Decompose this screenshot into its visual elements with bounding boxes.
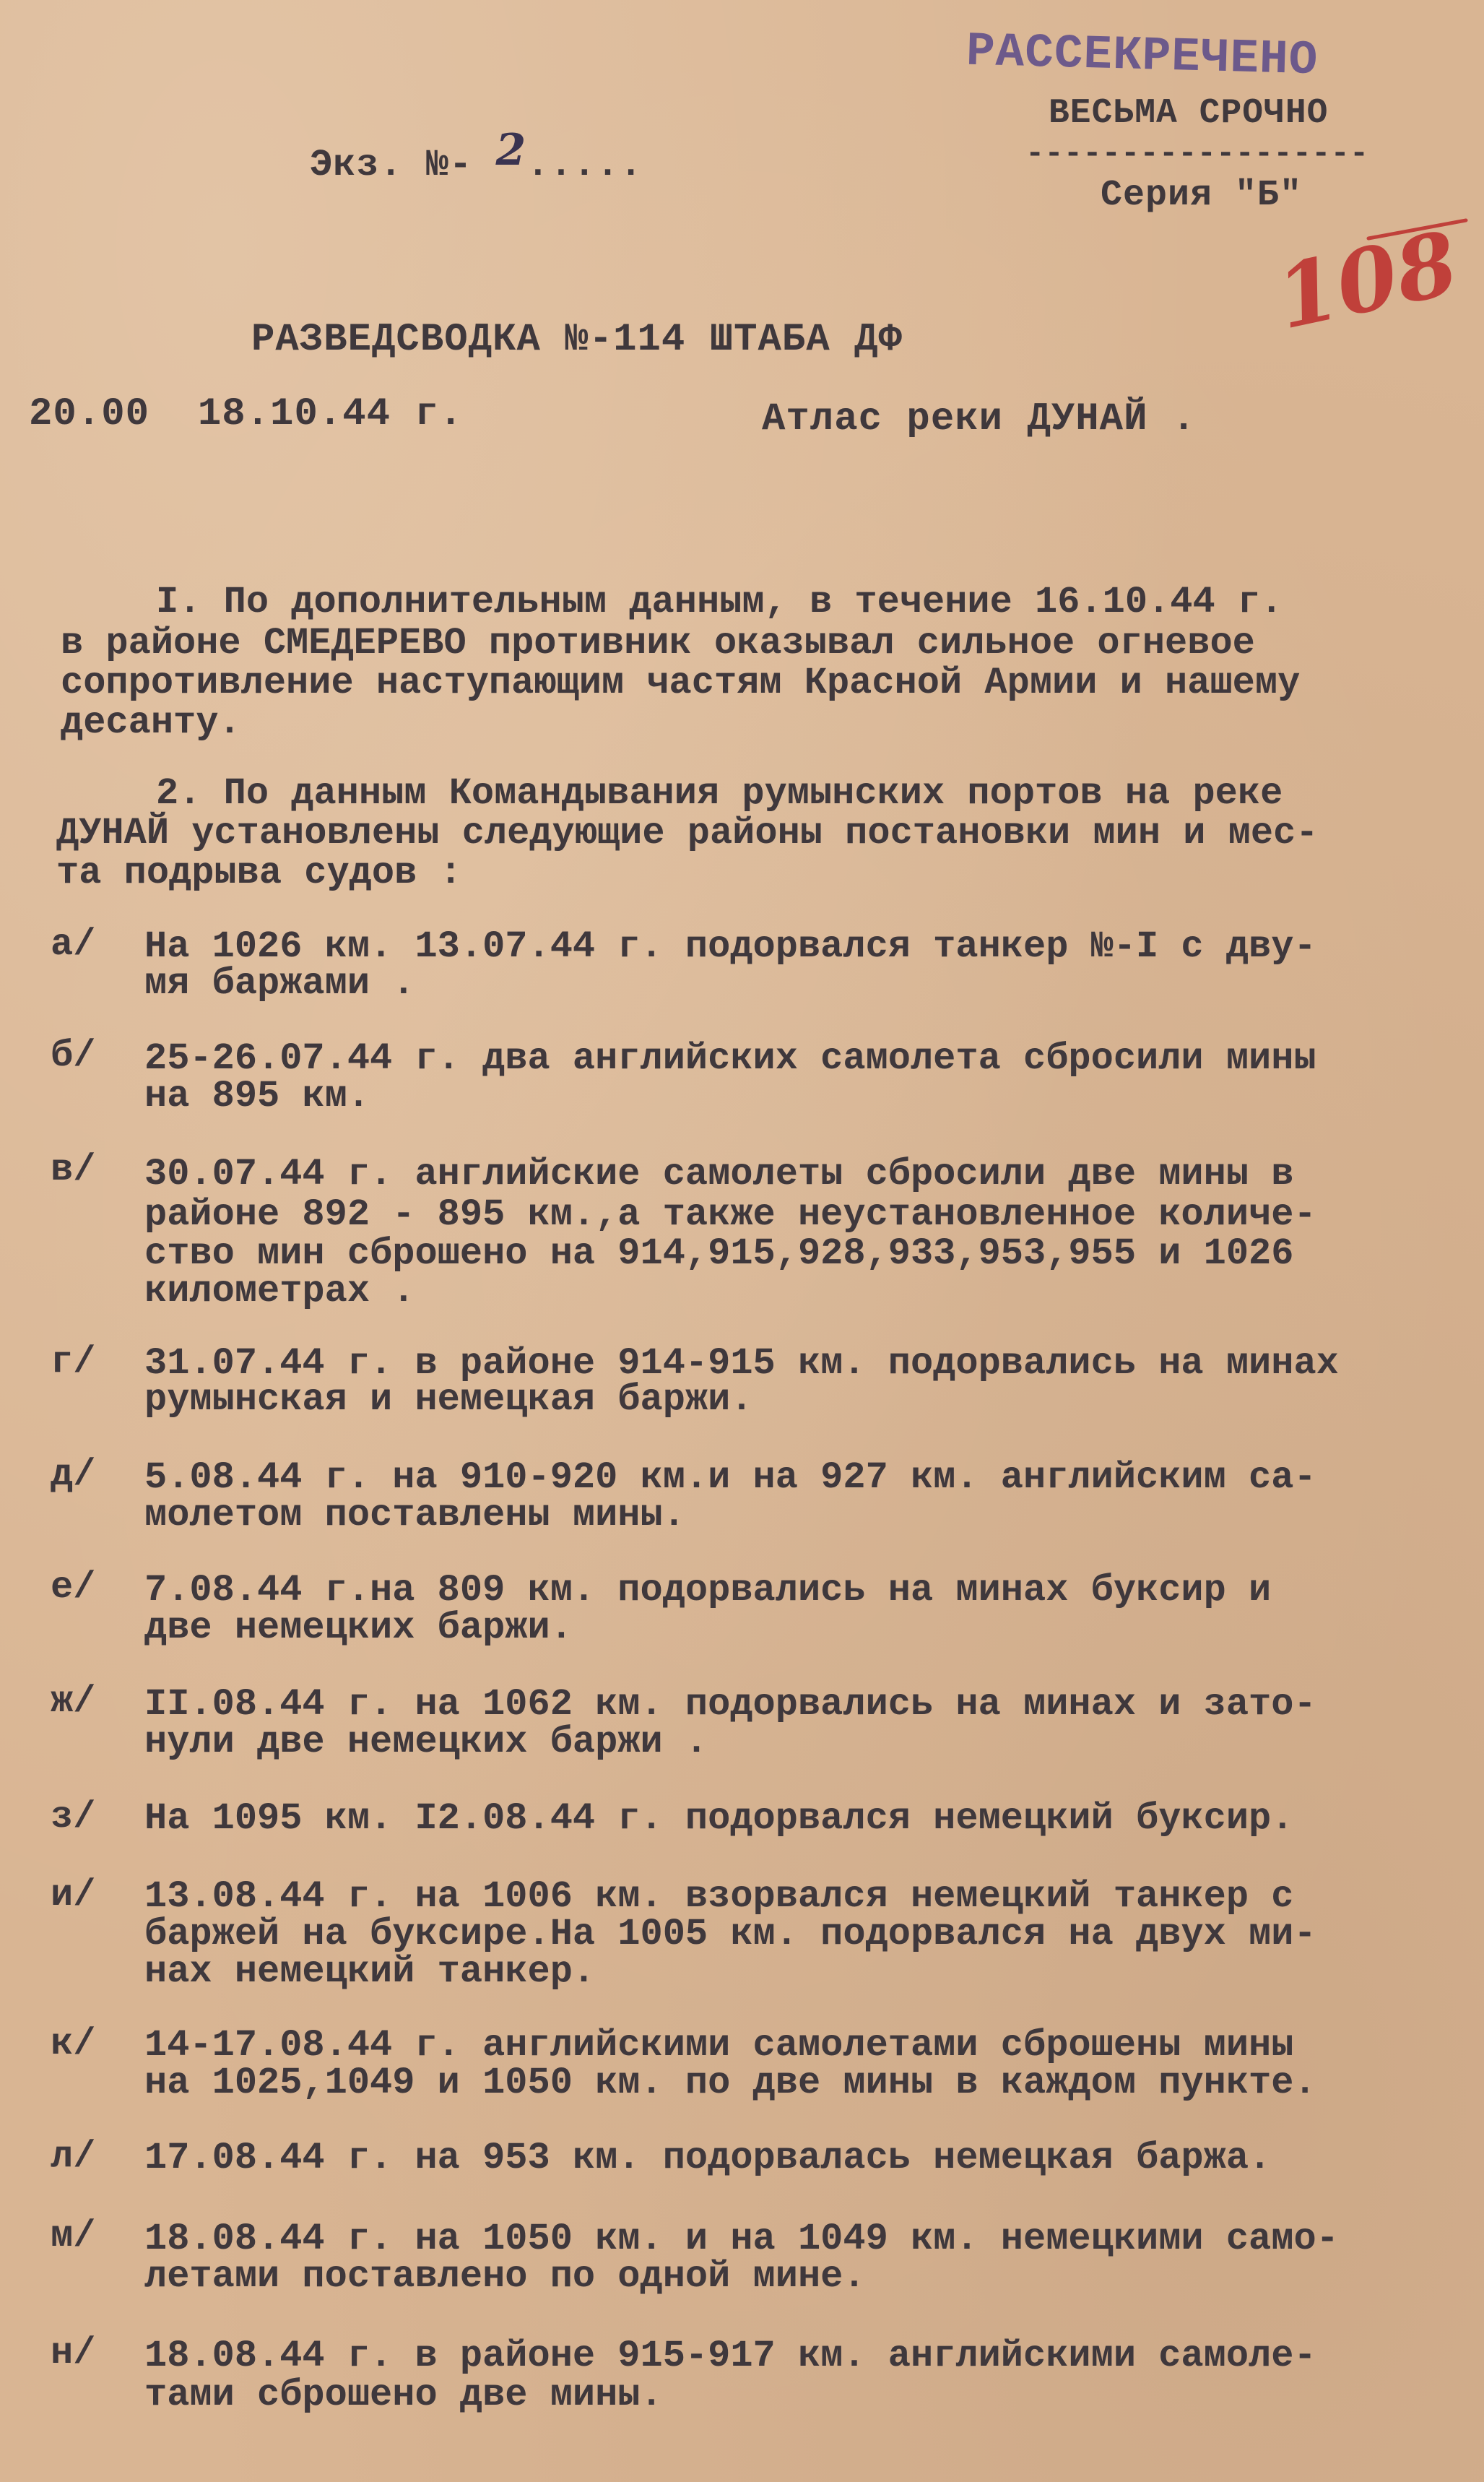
item-z-line-1: На 1095 км. I2.08.44 г. подорвался немецкий буксир.	[144, 1797, 1294, 1840]
item-i-letter: и/	[51, 1874, 96, 1916]
item-b-letter: б/	[51, 1034, 96, 1077]
item-g-letter: г/	[51, 1341, 96, 1383]
item-g-line-2: румынская и немецкая баржи.	[144, 1378, 753, 1421]
item-i-line-3: нах немецкий танкер.	[144, 1950, 596, 1993]
item-v-line-4: километрах .	[144, 1270, 415, 1313]
item-zh-line-1: II.08.44 г. на 1062 км. подорвались на минах и зато-	[144, 1683, 1316, 1726]
urgency-label: ВЕСЬМА СРОЧНО	[1049, 94, 1329, 133]
paragraph-1-line-1: I. По дополнительным данным, в течение 16.10.44 г.	[43, 581, 1283, 623]
item-zh-line-2: нули две немецких баржи .	[144, 1721, 708, 1763]
paragraph-2-line-3: та подрыва судов :	[56, 852, 462, 894]
item-n-line-1: 18.08.44 г. в районе 915-917 км. английскими самоле-	[144, 2335, 1316, 2377]
series-label: Серия "Б"	[1101, 175, 1303, 216]
item-v-line-1: 30.07.44 г. английские самолеты сбросили две мины в	[144, 1153, 1294, 1195]
item-n-letter: н/	[51, 2332, 96, 2374]
paragraph-1-line-2: в районе СМЕДЕРЕВО противник оказывал сильное огневое	[61, 622, 1255, 665]
paragraph-1-line-4: десанту.	[61, 701, 241, 744]
paragraph-2-line-2: ДУНАЙ установлены следующие районы постановки мин и мес-	[56, 812, 1319, 855]
item-k-line-1: 14-17.08.44 г. английскими самолетами сброшены мины	[144, 2024, 1294, 2067]
report-time-date: 20.00 18.10.44 г.	[29, 392, 464, 436]
copy-prefix: Экз. №-	[309, 144, 496, 186]
item-d-line-1: 5.08.44 г. на 910-920 км.и на 927 км. английским са-	[144, 1456, 1316, 1499]
item-m-letter: м/	[51, 2215, 96, 2257]
item-l-line-1: 17.08.44 г. на 953 км. подорвалась немецкая баржа.	[144, 2137, 1272, 2179]
report-atlas: Атлас реки ДУНАЙ .	[762, 397, 1197, 441]
item-g-line-1: 31.07.44 г. в районе 914-915 км. подорвались на минах	[144, 1342, 1339, 1385]
declassified-stamp: РАССЕКРЕЧЕНО	[966, 24, 1319, 88]
report-title: РАЗВЕДСВОДКА №-114 ШТАБА ДФ	[251, 318, 903, 362]
item-v-line-3: ство мин сброшено на 914,915,928,933,953,955 и 1026	[144, 1232, 1294, 1275]
item-n-line-2: тами сброшено две мины.	[144, 2374, 663, 2416]
item-zh-letter: ж/	[51, 1680, 96, 1723]
item-a-line-1: На 1026 км. 13.07.44 г. подорвался танкер №-I с дву-	[144, 925, 1316, 968]
item-v-line-2: районе 892 - 895 км.,а также неустановленное количе-	[144, 1193, 1316, 1236]
item-d-line-2: молетом поставлены мины.	[144, 1494, 685, 1536]
item-a-line-2: мя баржами .	[144, 962, 415, 1005]
header-dashes: ------------------	[1025, 136, 1369, 172]
copy-number-line	[217, 92, 643, 229]
item-i-line-1: 13.08.44 г. на 1006 км. взорвался немецкий танкер с	[144, 1875, 1294, 1918]
copy-number-handwritten: 2	[495, 125, 527, 176]
item-e-line-1: 7.08.44 г.на 809 км. подорвались на минах буксир и	[144, 1569, 1272, 1612]
item-k-line-2: на 1025,1049 и 1050 км. по две мины в каждом пункте.	[144, 2062, 1316, 2104]
item-l-letter: л/	[51, 2135, 96, 2178]
paragraph-1-line-3: сопротивление наступающим частям Красной Армии и нашему	[61, 662, 1301, 704]
item-k-letter: к/	[51, 2023, 96, 2065]
item-m-line-1: 18.08.44 г. на 1050 км. и на 1049 км. немецкими само-	[144, 2218, 1339, 2260]
item-z-letter: з/	[51, 1796, 96, 1838]
item-b-line-1: 25-26.07.44 г. два английских самолета сбросили мины	[144, 1037, 1316, 1080]
item-e-letter: е/	[51, 1566, 96, 1609]
item-b-line-2: на 895 км.	[144, 1075, 370, 1117]
paragraph-2-line-1: 2. По данным Командывания румынских портов на реке	[43, 772, 1283, 815]
item-d-letter: д/	[51, 1453, 96, 1496]
item-m-line-2: летами поставлено по одной мине.	[144, 2255, 866, 2298]
copy-dots: .....	[526, 144, 643, 186]
page-mark-handwritten: 108	[1268, 212, 1467, 350]
item-v-letter: в/	[51, 1149, 96, 1191]
item-e-line-2: две немецких баржи.	[144, 1607, 573, 1649]
item-a-letter: а/	[51, 923, 96, 966]
item-i-line-2: баржей на буксире.На 1005 км. подорвался на двух ми-	[144, 1913, 1316, 1955]
